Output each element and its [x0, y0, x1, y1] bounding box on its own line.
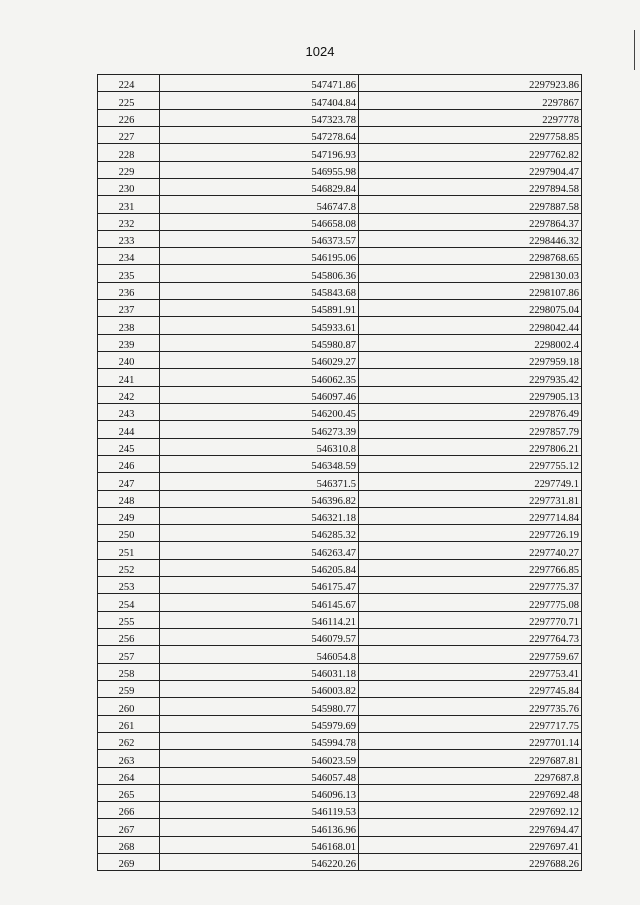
- table-row: [98, 784, 582, 801]
- x-coordinate-cell: 546136.96: [160, 819, 359, 836]
- x-coordinate-cell: 546829.84: [160, 178, 359, 195]
- point-number-cell: 262: [98, 732, 160, 749]
- table-row: [98, 732, 582, 749]
- x-coordinate-cell: 546373.57: [160, 230, 359, 247]
- x-coordinate-cell: 546200.45: [160, 403, 359, 420]
- point-number-cell: 242: [98, 386, 160, 403]
- y-coordinate-cell: 2297894.58: [359, 178, 582, 195]
- table-row: [98, 525, 582, 542]
- y-coordinate-cell: 2297714.84: [359, 507, 582, 524]
- y-coordinate-cell: 2297687.81: [359, 750, 582, 767]
- table-row: [98, 577, 582, 594]
- table-row: [98, 663, 582, 680]
- table-row: [98, 819, 582, 836]
- table-row: [98, 611, 582, 628]
- point-number-cell: 227: [98, 126, 160, 143]
- point-number-cell: 235: [98, 265, 160, 282]
- y-coordinate-cell: 2298768.65: [359, 248, 582, 265]
- table-row: [98, 317, 582, 334]
- table-row: [98, 542, 582, 559]
- table-row: [98, 473, 582, 490]
- table-row: [98, 836, 582, 853]
- x-coordinate-cell: 546119.53: [160, 802, 359, 819]
- point-number-cell: 252: [98, 559, 160, 576]
- point-number-cell: 264: [98, 767, 160, 784]
- y-coordinate-cell: 2297697.41: [359, 836, 582, 853]
- coordinates-table: [97, 74, 582, 871]
- x-coordinate-cell: 547404.84: [160, 92, 359, 109]
- table-row: [98, 594, 582, 611]
- table-row: [98, 369, 582, 386]
- point-number-cell: 251: [98, 542, 160, 559]
- y-coordinate-cell: 2297867: [359, 92, 582, 109]
- table-row: [98, 802, 582, 819]
- table-row: [98, 352, 582, 369]
- table-row: [98, 334, 582, 351]
- coordinates-table-body: [98, 75, 582, 871]
- x-coordinate-cell: 546054.8: [160, 646, 359, 663]
- x-coordinate-cell: 546057.48: [160, 767, 359, 784]
- y-coordinate-cell: 2297935.42: [359, 369, 582, 386]
- table-row: [98, 196, 582, 213]
- y-coordinate-cell: 2297745.84: [359, 680, 582, 697]
- x-coordinate-cell: 545843.68: [160, 282, 359, 299]
- y-coordinate-cell: 2297864.37: [359, 213, 582, 230]
- table-row: [98, 715, 582, 732]
- table-row: [98, 455, 582, 472]
- y-coordinate-cell: 2297740.27: [359, 542, 582, 559]
- x-coordinate-cell: 545933.61: [160, 317, 359, 334]
- y-coordinate-cell: 2298130.03: [359, 265, 582, 282]
- point-number-cell: 230: [98, 178, 160, 195]
- table-row: [98, 282, 582, 299]
- x-coordinate-cell: 546205.84: [160, 559, 359, 576]
- x-coordinate-cell: 546145.67: [160, 594, 359, 611]
- x-coordinate-cell: 546062.35: [160, 369, 359, 386]
- y-coordinate-cell: 2298446.32: [359, 230, 582, 247]
- point-number-cell: 258: [98, 663, 160, 680]
- y-coordinate-cell: 2298002.4: [359, 334, 582, 351]
- x-coordinate-cell: 547323.78: [160, 109, 359, 126]
- y-coordinate-cell: 2297753.41: [359, 663, 582, 680]
- table-row: [98, 213, 582, 230]
- point-number-cell: 246: [98, 455, 160, 472]
- x-coordinate-cell: 546396.82: [160, 490, 359, 507]
- x-coordinate-cell: 546955.98: [160, 161, 359, 178]
- y-coordinate-cell: 2298107.86: [359, 282, 582, 299]
- point-number-cell: 237: [98, 300, 160, 317]
- point-number-cell: 248: [98, 490, 160, 507]
- point-number-cell: 233: [98, 230, 160, 247]
- point-number-cell: 267: [98, 819, 160, 836]
- table-row: [98, 144, 582, 161]
- point-number-cell: 261: [98, 715, 160, 732]
- point-number-cell: 229: [98, 161, 160, 178]
- table-row: [98, 265, 582, 282]
- table-row: [98, 490, 582, 507]
- point-number-cell: 241: [98, 369, 160, 386]
- page-edge-mark: [634, 30, 635, 70]
- y-coordinate-cell: 2297755.12: [359, 455, 582, 472]
- point-number-cell: 260: [98, 698, 160, 715]
- point-number-cell: 239: [98, 334, 160, 351]
- point-number-cell: 253: [98, 577, 160, 594]
- x-coordinate-cell: 545980.87: [160, 334, 359, 351]
- x-coordinate-cell: 546348.59: [160, 455, 359, 472]
- table-row: [98, 680, 582, 697]
- y-coordinate-cell: 2298042.44: [359, 317, 582, 334]
- y-coordinate-cell: 2297701.14: [359, 732, 582, 749]
- point-number-cell: 263: [98, 750, 160, 767]
- y-coordinate-cell: 2297905.13: [359, 386, 582, 403]
- table-row: [98, 403, 582, 420]
- x-coordinate-cell: 546114.21: [160, 611, 359, 628]
- y-coordinate-cell: 2297735.76: [359, 698, 582, 715]
- point-number-cell: 232: [98, 213, 160, 230]
- y-coordinate-cell: 2297694.47: [359, 819, 582, 836]
- x-coordinate-cell: 546168.01: [160, 836, 359, 853]
- point-number-cell: 245: [98, 438, 160, 455]
- y-coordinate-cell: 2297762.82: [359, 144, 582, 161]
- x-coordinate-cell: 545891.91: [160, 300, 359, 317]
- point-number-cell: 255: [98, 611, 160, 628]
- y-coordinate-cell: 2297904.47: [359, 161, 582, 178]
- y-coordinate-cell: 2297749.1: [359, 473, 582, 490]
- x-coordinate-cell: 546175.47: [160, 577, 359, 594]
- point-number-cell: 257: [98, 646, 160, 663]
- x-coordinate-cell: 546023.59: [160, 750, 359, 767]
- x-coordinate-cell: 546096.13: [160, 784, 359, 801]
- point-number-cell: 268: [98, 836, 160, 853]
- table-row: [98, 438, 582, 455]
- y-coordinate-cell: 2297731.81: [359, 490, 582, 507]
- x-coordinate-cell: 546031.18: [160, 663, 359, 680]
- table-row: [98, 161, 582, 178]
- y-coordinate-cell: 2297806.21: [359, 438, 582, 455]
- x-coordinate-cell: 546263.47: [160, 542, 359, 559]
- y-coordinate-cell: 2297717.75: [359, 715, 582, 732]
- point-number-cell: 249: [98, 507, 160, 524]
- point-number-cell: 254: [98, 594, 160, 611]
- point-number-cell: 228: [98, 144, 160, 161]
- table-row: [98, 767, 582, 784]
- x-coordinate-cell: 546029.27: [160, 352, 359, 369]
- x-coordinate-cell: 545980.77: [160, 698, 359, 715]
- table-row: [98, 92, 582, 109]
- table-row: [98, 300, 582, 317]
- point-number-cell: 250: [98, 525, 160, 542]
- y-coordinate-cell: 2297688.26: [359, 854, 582, 871]
- point-number-cell: 238: [98, 317, 160, 334]
- x-coordinate-cell: 546371.5: [160, 473, 359, 490]
- x-coordinate-cell: 546079.57: [160, 629, 359, 646]
- page-number: 1024: [305, 44, 335, 59]
- point-number-cell: 247: [98, 473, 160, 490]
- y-coordinate-cell: 2297778: [359, 109, 582, 126]
- point-number-cell: 226: [98, 109, 160, 126]
- y-coordinate-cell: 2297766.85: [359, 559, 582, 576]
- y-coordinate-cell: 2297687.8: [359, 767, 582, 784]
- point-number-cell: 244: [98, 421, 160, 438]
- x-coordinate-cell: 546273.39: [160, 421, 359, 438]
- y-coordinate-cell: 2297759.67: [359, 646, 582, 663]
- x-coordinate-cell: 546003.82: [160, 680, 359, 697]
- x-coordinate-cell: 547471.86: [160, 75, 359, 92]
- table-row: [98, 75, 582, 92]
- point-number-cell: 225: [98, 92, 160, 109]
- y-coordinate-cell: 2298075.04: [359, 300, 582, 317]
- table-row: [98, 109, 582, 126]
- y-coordinate-cell: 2297764.73: [359, 629, 582, 646]
- table-row: [98, 854, 582, 871]
- table-row: [98, 698, 582, 715]
- x-coordinate-cell: 546097.46: [160, 386, 359, 403]
- point-number-cell: 259: [98, 680, 160, 697]
- point-number-cell: 224: [98, 75, 160, 92]
- point-number-cell: 240: [98, 352, 160, 369]
- x-coordinate-cell: 545994.78: [160, 732, 359, 749]
- point-number-cell: 266: [98, 802, 160, 819]
- y-coordinate-cell: 2297887.58: [359, 196, 582, 213]
- x-coordinate-cell: 547196.93: [160, 144, 359, 161]
- table-row: [98, 126, 582, 143]
- x-coordinate-cell: 546321.18: [160, 507, 359, 524]
- x-coordinate-cell: 546195.06: [160, 248, 359, 265]
- y-coordinate-cell: 2297692.48: [359, 784, 582, 801]
- table-row: [98, 750, 582, 767]
- y-coordinate-cell: 2297959.18: [359, 352, 582, 369]
- point-number-cell: 236: [98, 282, 160, 299]
- x-coordinate-cell: 546310.8: [160, 438, 359, 455]
- y-coordinate-cell: 2297726.19: [359, 525, 582, 542]
- table-row: [98, 230, 582, 247]
- x-coordinate-cell: 546220.26: [160, 854, 359, 871]
- table-row: [98, 386, 582, 403]
- x-coordinate-cell: 545806.36: [160, 265, 359, 282]
- y-coordinate-cell: 2297876.49: [359, 403, 582, 420]
- x-coordinate-cell: 546658.08: [160, 213, 359, 230]
- x-coordinate-cell: 546285.32: [160, 525, 359, 542]
- table-row: [98, 248, 582, 265]
- y-coordinate-cell: 2297775.37: [359, 577, 582, 594]
- x-coordinate-cell: 545979.69: [160, 715, 359, 732]
- y-coordinate-cell: 2297692.12: [359, 802, 582, 819]
- table-row: [98, 646, 582, 663]
- y-coordinate-cell: 2297770.71: [359, 611, 582, 628]
- point-number-cell: 231: [98, 196, 160, 213]
- x-coordinate-cell: 546747.8: [160, 196, 359, 213]
- x-coordinate-cell: 547278.64: [160, 126, 359, 143]
- table-row: [98, 178, 582, 195]
- table-row: [98, 507, 582, 524]
- y-coordinate-cell: 2297758.85: [359, 126, 582, 143]
- point-number-cell: 243: [98, 403, 160, 420]
- y-coordinate-cell: 2297857.79: [359, 421, 582, 438]
- point-number-cell: 256: [98, 629, 160, 646]
- y-coordinate-cell: 2297923.86: [359, 75, 582, 92]
- table-row: [98, 559, 582, 576]
- point-number-cell: 269: [98, 854, 160, 871]
- table-row: [98, 629, 582, 646]
- table-row: [98, 421, 582, 438]
- point-number-cell: 234: [98, 248, 160, 265]
- y-coordinate-cell: 2297775.08: [359, 594, 582, 611]
- point-number-cell: 265: [98, 784, 160, 801]
